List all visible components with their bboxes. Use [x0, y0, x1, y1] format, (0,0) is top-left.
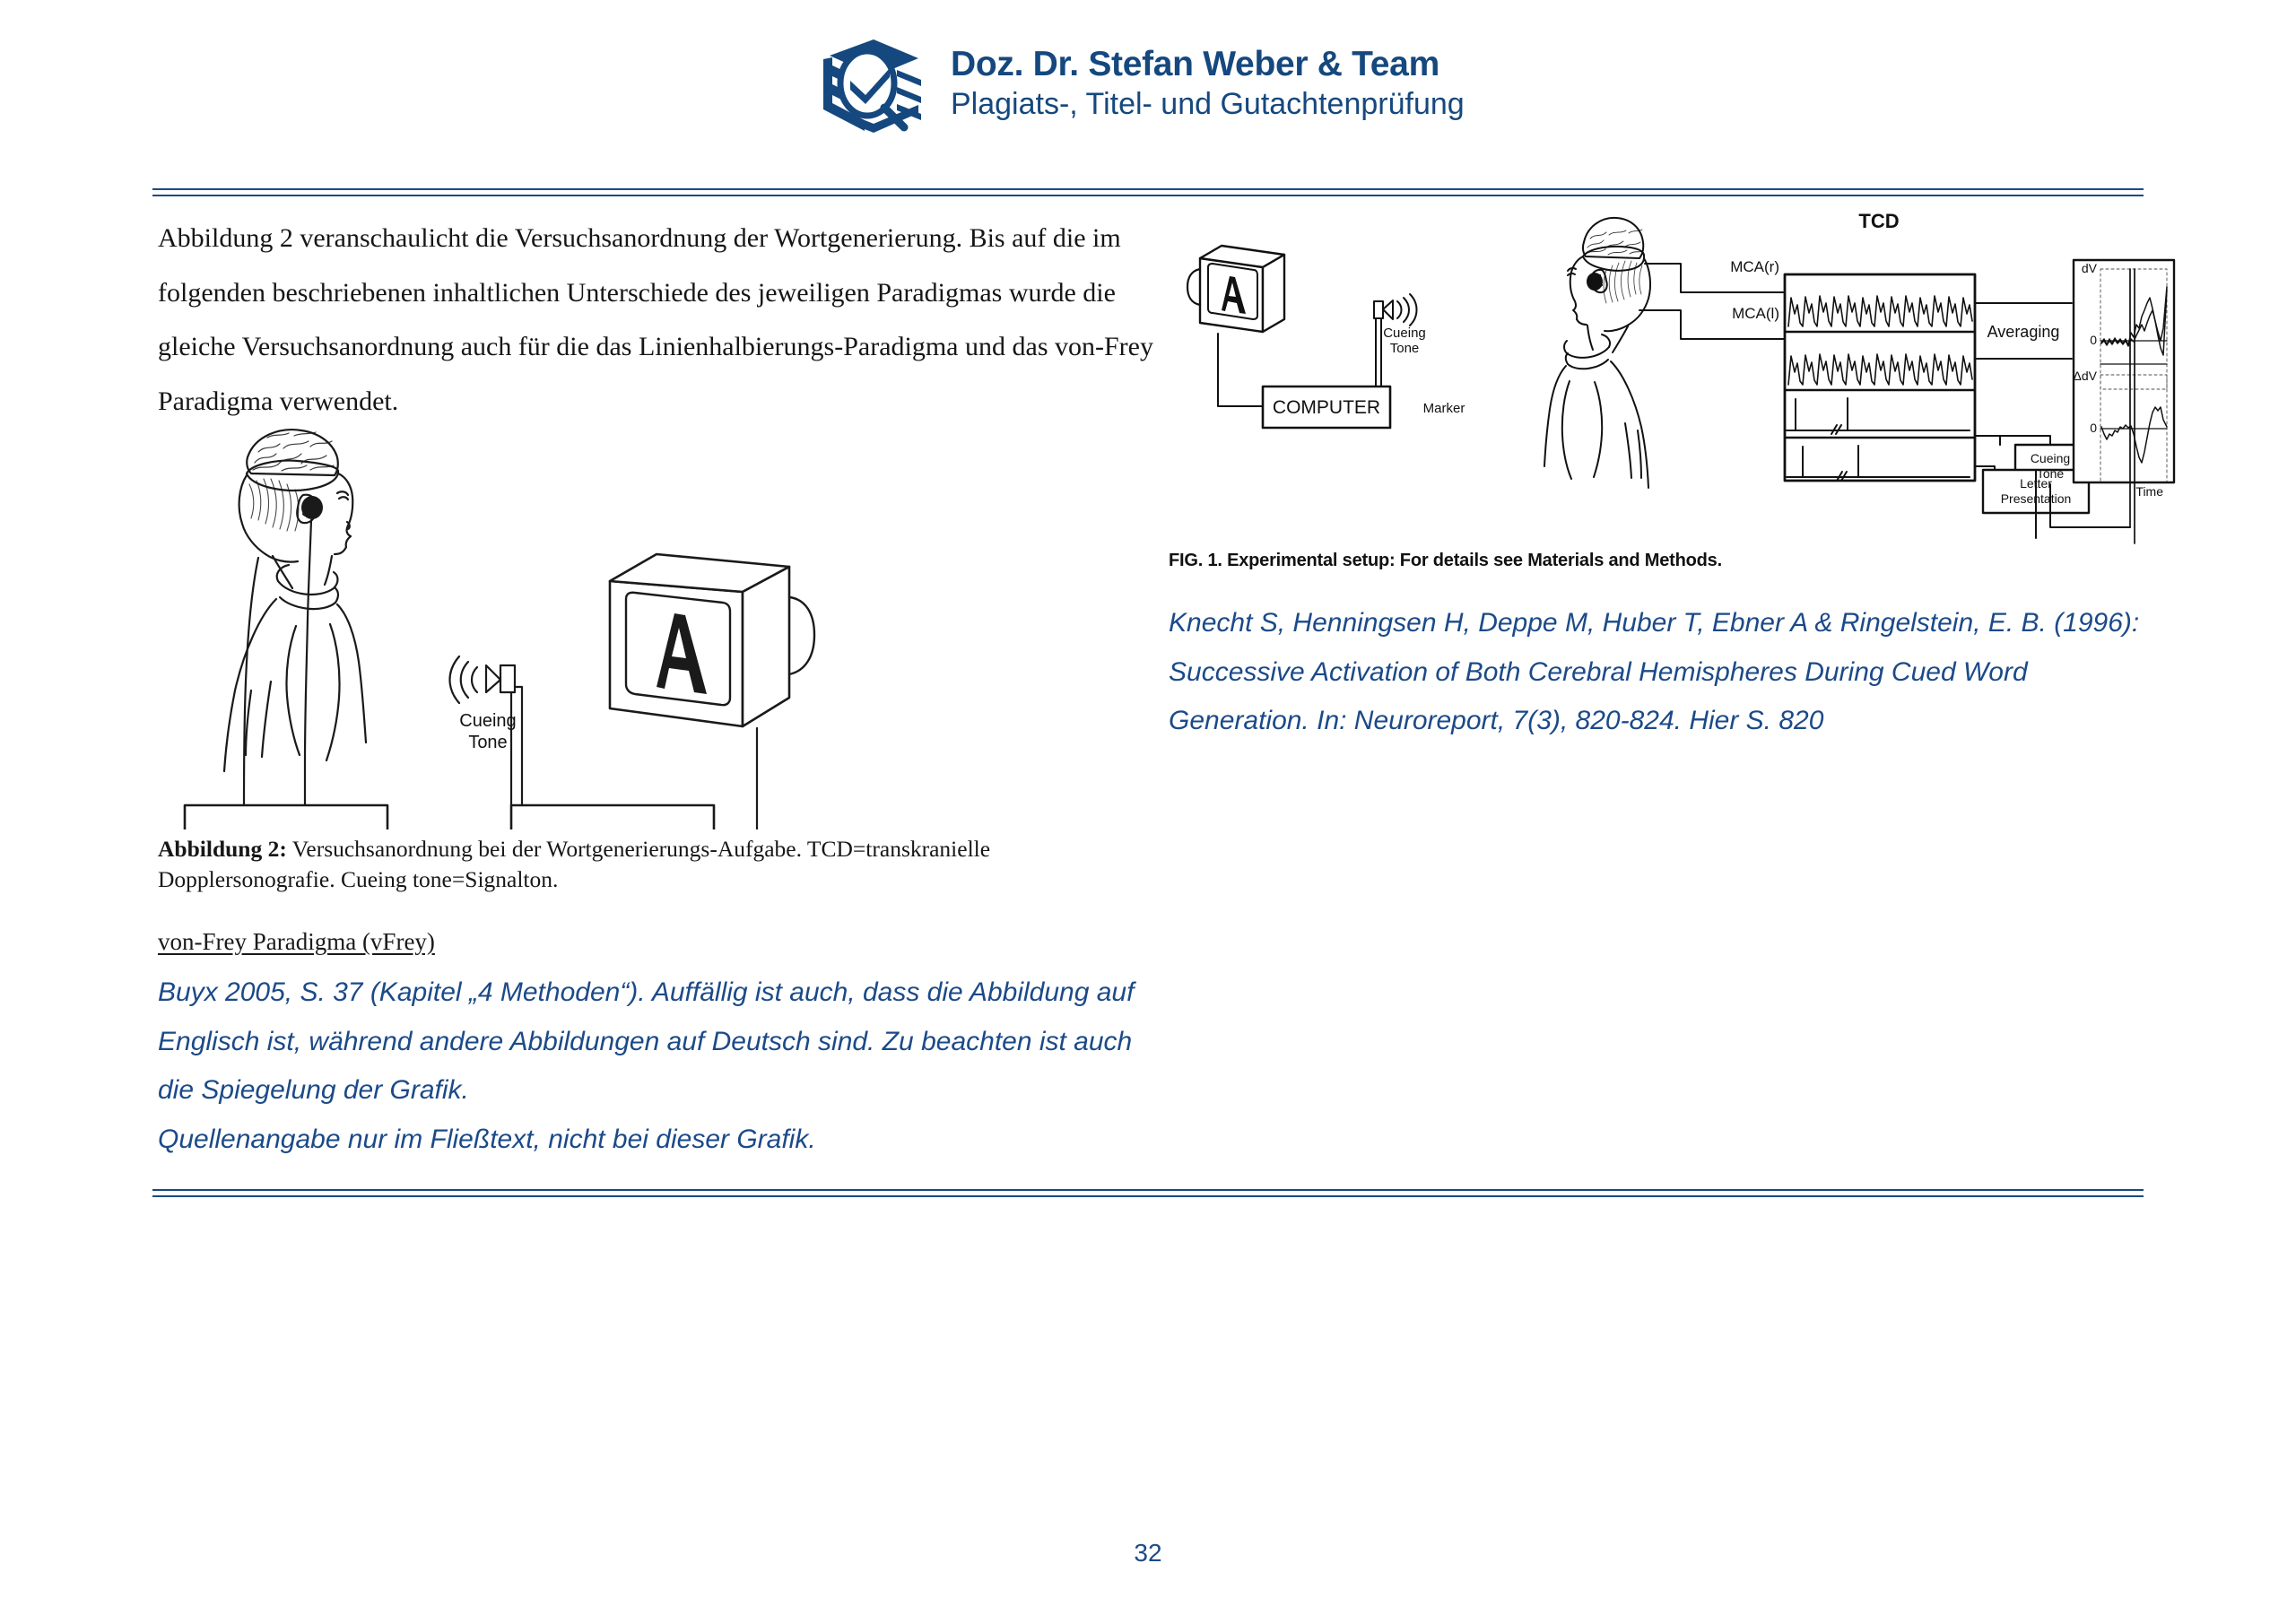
figure-right-label-cueing-tone-box-line1: Cueing [2030, 451, 2071, 465]
brand-subtitle: Plagiats-, Titel- und Gutachtenprüfung [951, 86, 1465, 121]
top-divider-rule [152, 188, 2144, 196]
figure-right-label-computer: COMPUTER [1272, 397, 1381, 418]
figure-left-caption-text: Versuchsanordnung bei der Wortgenerierungs-Aufgabe. TCD=transkranielle Dopplersonografie. Cueing tone=Signalton. [158, 836, 991, 892]
page-header [0, 0, 2296, 157]
brand-title: Doz. Dr. Stefan Weber & Team [951, 44, 1439, 83]
brand-text [951, 44, 1465, 122]
figure-left-label-cueing-tone-line1: Cueing [459, 711, 517, 731]
figure-right-label-marker: Marker [1422, 401, 1465, 416]
reviewer-citation-right: Knecht S, Henningsen H, Deppe M, Huber T, Ebner A & Ringelstein, E. B. (1996): Successive Activation of Both Cerebral Hemispheres During Cued Word Generation. In: Neuroreport, 7(3), 820-824. Hier S. 820 [1169, 608, 2140, 736]
figure-right-label-cueing-tone-box-line2: Tone [2036, 466, 2065, 481]
figure-fig-1 [1166, 204, 2179, 545]
figure-left-label-cueing-tone-line2: Tone [468, 733, 508, 752]
figure-right-label-letter-presentation-line2: Presentation [2000, 491, 2072, 506]
figure-right-label-letter-presentation-line1: Letter [2020, 476, 2052, 491]
reviewer-annotation-left-part2: Quellenangabe nur im Fließtext, nicht bei dieser Grafik. [158, 1124, 816, 1154]
figure-right-label-delta-dv: ΔdV [2073, 369, 2097, 383]
books-magnifier-check-logo-icon [818, 34, 927, 135]
figure-right-label-cueing-tone-line1: Cueing [1383, 326, 1426, 341]
figure-left-caption-label: Abbildung 2: [158, 836, 287, 862]
section-heading-vfrey: von-Frey Paradigma (vFrey) [158, 928, 435, 955]
figure-right-label-tcd: TCD [1858, 210, 1900, 232]
reviewer-annotation-left [158, 968, 1162, 1164]
figure-right-label-cueing-tone-line2: Tone [1389, 341, 1420, 356]
figure-right-label-zero-bottom: 0 [2090, 421, 2097, 435]
figure-abbildung-2 [161, 421, 888, 829]
reviewer-annotation-left-part1: Buyx 2005, S. 37 (Kapitel „4 Methoden“). Auffällig ist auch, dass die Abbildung auf Englisch ist, während andere Abbildungen auf Deutsch sind. Zu beachten ist auch die Spiegelung der Grafik. [158, 977, 1135, 1106]
figure-right-label-zero-top: 0 [2090, 333, 2097, 347]
figure-right-label-mca-l: MCA(l) [1732, 305, 1779, 322]
source-body-paragraph: Abbildung 2 veranschaulicht die Versuchsanordnung der Wortgenerierung. Bis auf die im folgenden beschriebenen inhaltlichen Unterschiede des jeweiligen Paradigmas wurde die gleiche Versuchsanordnung auch für die das Linienhalbierungs-Paradigma und das von-Frey Paradigma verwendet. [158, 223, 1153, 416]
bottom-divider-rule [152, 1189, 2144, 1197]
figure-right-label-mca-r: MCA(r) [1730, 258, 1779, 275]
figure-right-label-averaging: Averaging [1987, 323, 2060, 341]
figure-right-caption: FIG. 1. Experimental setup: For details see Materials and Methods. [1169, 551, 1722, 570]
figure-right-label-dv: dV [2081, 261, 2097, 275]
brand-logo-block [818, 34, 1465, 135]
figure-left-caption [158, 834, 1064, 895]
figure-right-label-time: Time [2135, 484, 2163, 499]
page-number: 32 [1134, 1539, 1162, 1567]
